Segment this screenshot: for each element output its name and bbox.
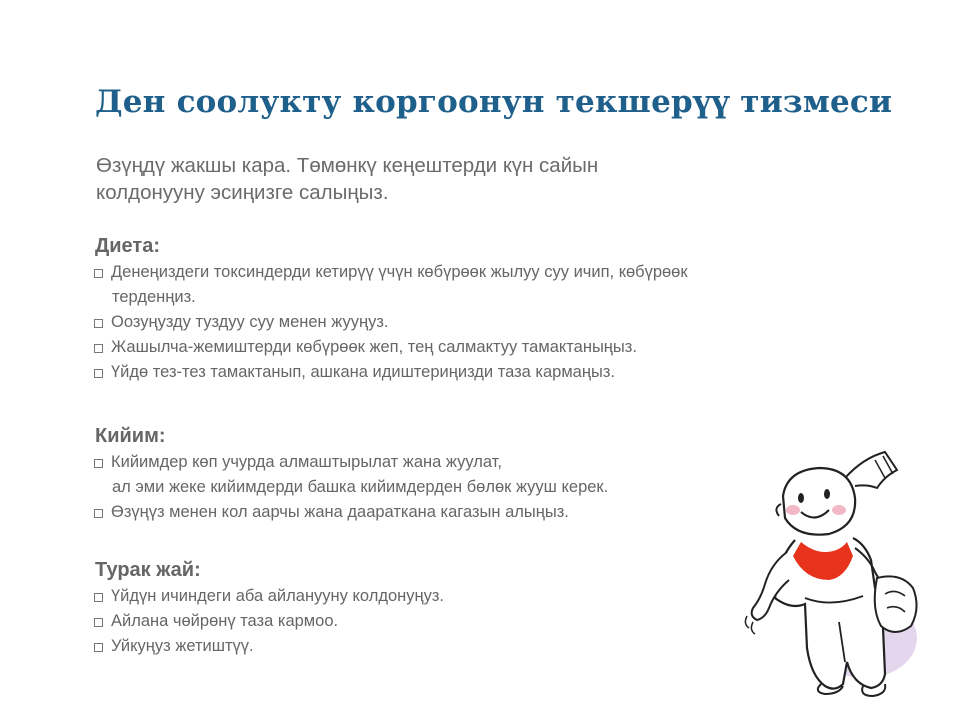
page-title: Ден соолукту коргоонун текшерүү тизмеси	[95, 84, 893, 120]
section-housing	[92, 558, 444, 659]
item-text: Оозуңузду туздуу суу менен жууңуз.	[111, 313, 389, 331]
checklist-item	[92, 335, 688, 360]
checklist-item	[92, 360, 688, 385]
checkbox-icon	[94, 618, 103, 627]
item-text: Жашылча-жемиштерди көбүрөөк жеп, тең салмактуу тамактаныңыз.	[111, 338, 637, 356]
item-text: Кийимдер көп учурда алмаштырылат жана жуулат,	[111, 453, 502, 471]
cartoon-kid-illustration	[735, 448, 935, 698]
item-text-continued: ал эми жеке кийимдерди башка кийимдерден бөлөк жууш керек.	[112, 478, 609, 496]
item-text: Айлана чөйрөнү таза кармоо.	[111, 612, 339, 630]
item-text: Уйкуңуз жетиштүү.	[111, 637, 254, 655]
section-heading-housing: Турак жай:	[95, 559, 201, 581]
checkbox-icon	[94, 269, 103, 278]
section-heading-diet: Диета:	[95, 235, 160, 257]
item-text: Денеңиздеги токсиндерди кетирүү үчүн көбүрөөк жылуу суу ичип, көбүрөөк	[111, 263, 688, 281]
subtitle-line-2: колдонууну эсиңизге салыңыз.	[96, 181, 389, 204]
checkbox-icon	[94, 643, 103, 652]
section-diet	[92, 234, 688, 385]
item-text-continued: терденңиз.	[112, 288, 196, 306]
checklist-item	[92, 260, 688, 310]
item-text: Үйдө тез-тез тамактанып, ашкана идиштериңизди таза кармаңыз.	[111, 363, 615, 381]
section-clothing	[92, 424, 608, 525]
left-arm	[752, 552, 789, 620]
item-text: Үйдүн ичиндеги аба айланууну колдонуңуз.	[111, 587, 445, 605]
subtitle	[96, 152, 736, 206]
checklist-item	[92, 609, 444, 634]
subtitle-line-1: Өзүңдү жакшы кара. Төмөнкү кеңештерди күн сайын	[96, 154, 599, 177]
checklist-item	[92, 450, 608, 500]
item-text: Өзүңүз менен кол аарчы жана дааратканa кагазын алыңыз.	[111, 503, 569, 521]
checklist-item	[92, 500, 608, 525]
bag	[875, 576, 917, 632]
checkbox-icon	[94, 509, 103, 518]
blush	[786, 505, 800, 515]
head	[783, 468, 855, 535]
section-heading-clothing: Кийим:	[95, 425, 166, 447]
cartoon-kid-icon	[735, 448, 935, 698]
checkbox-icon	[94, 319, 103, 328]
checklist-item	[92, 584, 444, 609]
checkbox-icon	[94, 344, 103, 353]
checkbox-icon	[94, 369, 103, 378]
checklist-item	[92, 634, 444, 659]
checklist-item	[92, 310, 688, 335]
checkbox-icon	[94, 459, 103, 468]
hair-tuft	[845, 452, 897, 488]
checkbox-icon	[94, 593, 103, 602]
